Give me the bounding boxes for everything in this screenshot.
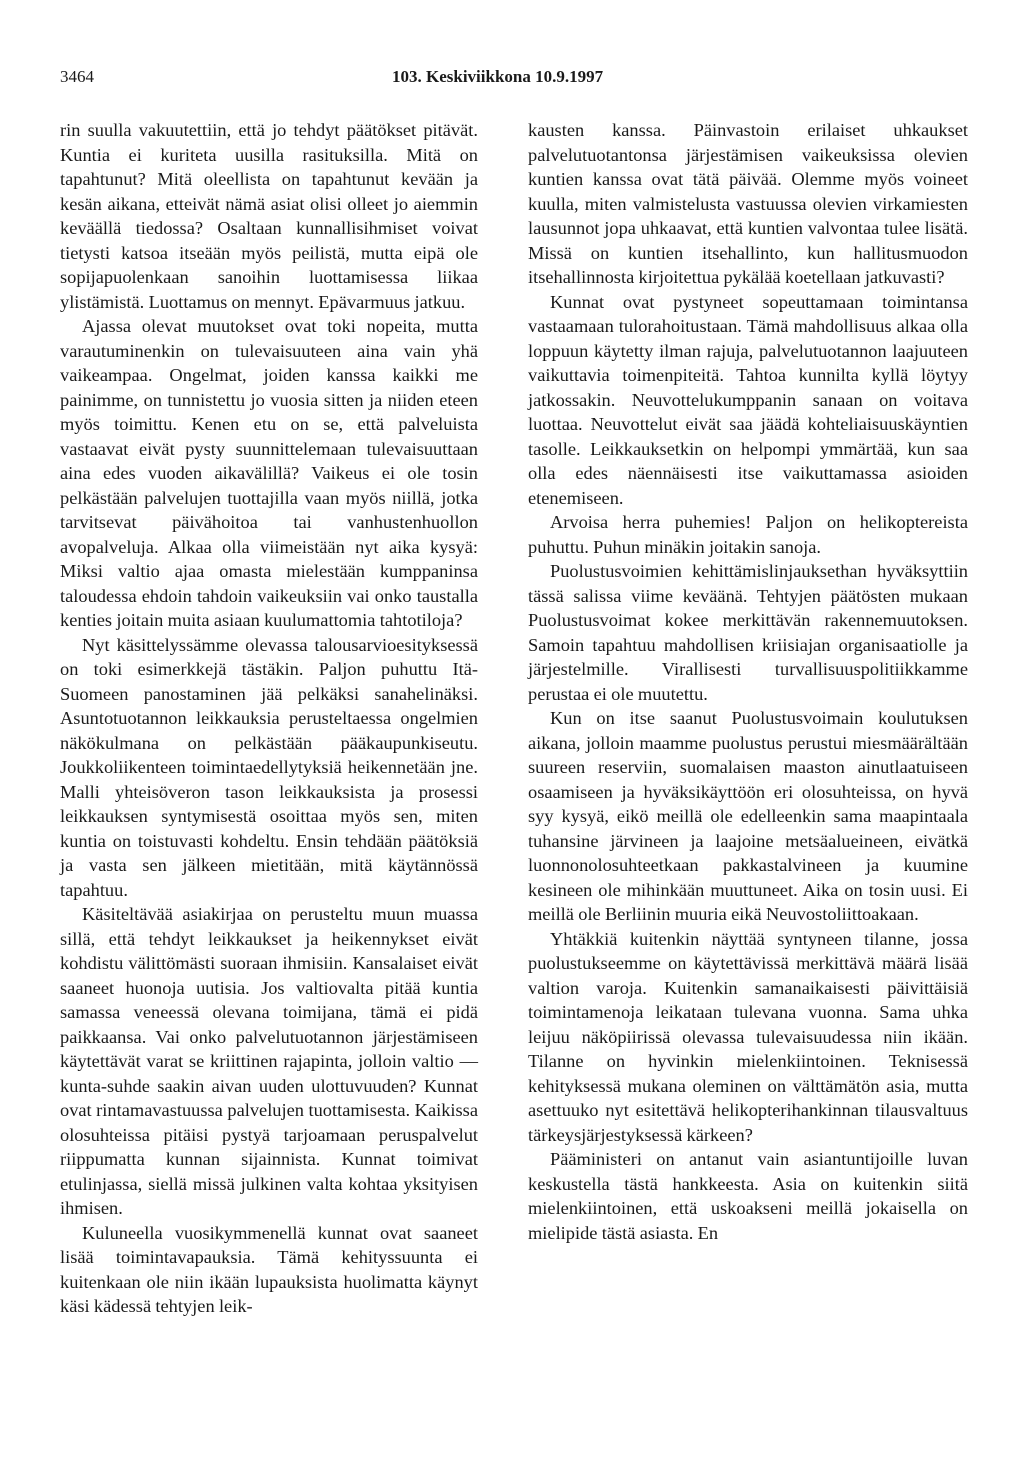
paragraph: Kuluneella vuosikymmenellä kunnat ovat saaneet lisää toimintavapauksia. Tämä kehityssuunta ei kuitenkaan ole niin ikään lupauksista huolimatta käynyt käsi kädessä tehtyjen leik-	[60, 1222, 478, 1316]
paragraph: Nyt käsittelyssämme olevassa talousarvioesityksessä on toki esimerkkejä tästäkin. Paljon puhuttu Itä-Suomeen panostaminen jää pelkäksi sanahelinäksi. Asuntotuotannon leikkauksia perusteltaessa ongelmien näkökulmana on pelkästään pääkaupunkiseutu. Joukkoliikenteen toimintaedellytyksiä heikennetään jne. Malli yhteisöveron tason leikkauksista ja prosessi leikkauksen syntymisestä osoittaa myös sen, miten kuntia on toistuvasti kohdeltu. Ensin tehdään päätöksiä ja vasta sen jälkeen mietitään, mitä käytännössä tapahtuu.	[60, 634, 478, 900]
paragraph: kausten kanssa. Päinvastoin erilaiset uhkaukset palvelutuotantonsa järjestämisen vaikeuksissa olevien kuntien kanssa ovat tätä päivää. Olemme myös voineet kuulla, miten valmistelusta vastuussa olevien virkamiesten lausunnot jopa uhkaavat, että kuntien valvontaa tulee lisätä. Missä on kuntien itsehallinto, kun hallitusmuodon itsehallinnosta kirjoitettua pykälää koetellaan jatkuvasti?	[528, 120, 968, 287]
right-text-column	[528, 118, 968, 1245]
paragraph: Pääministeri on antanut vain asiantuntijoille luvan keskustella tästä hankkeesta. Asia on kuitenkin siitä mielenkiintoinen, että uskoakseni meillä jokaisella on mielipide tästä asiasta. En	[528, 1149, 968, 1243]
paragraph: rin suulla vakuutettiin, että jo tehdyt päätökset pitävät. Kuntia ei kuriteta uusilla rasituksilla. Mitä on tapahtunut? Mitä oleellista on tapahtunut kevään ja kesän aikana, etteivät nämä asiat olisi olleet jo aiemmin keväällä tiedossa? Osaltaan kunnallisihmiset voivat tietysti katsoa itseään myös peilistä, mutta eipä ole sopijapuolenkaan sanoihin luottamisessa liikaa ylistämistä. Luottamus on mennyt. Epävarmuus jatkuu.	[60, 120, 478, 312]
paragraph: Kun on itse saanut Puolustusvoimain koulutuksen aikana, jolloin maamme puolustus perustui miesmäärältään suureen reserviin, suomalaisen maaston ainutlaatuiseen osaamiseen ja hyväksikäyttöön eri olosuhteissa, on hyvä syy kysyä, eikö meillä ole edelleenkin sama maapintaala tuhansine järvineen ja laajoine metsäalueineen, eivätkä luonnonolosuhteetkaan pakkastalvineen ja kuumine kesineen ole mihinkään muuttuneet. Aika on tosin uusi. Ei meillä ole Berliinin muuria eikä Neuvostoliittoakaan.	[528, 708, 968, 924]
paragraph: Yhtäkkiä kuitenkin näyttää syntyneen tilanne, jossa puolustukseemme on käytettävissä merkittävä määrä lisää valtion varoja. Kuitenkin samanaikaisesti päivittäisiä toimintamenoja leikataan tulevana vuonna. Sama uhka leijuu näköpiirissä olevassa tulevaisuudessa niin ikään. Tilanne on hyvinkin mielenkiintoinen. Teknisessä kehityksessä mukana oleminen on välttämätön asia, mutta asettuuko nyt esitettävä helikopterihankinnan tilausvaltuus tärkeysjärjestyksessä kärkeen?	[528, 928, 968, 1145]
left-text-column	[60, 118, 478, 1319]
session-date-heading: 103. Keskiviikkona 10.9.1997	[392, 67, 604, 86]
page-header	[60, 66, 970, 90]
paragraph: Puolustusvoimien kehittämislinjauksethan hyväksyttiin tässä salissa viime keväänä. Tehtyjen päätösten mukaan Puolustusvoimat kokee merkittävän rakennemuutoksen. Samoin tapahtuu mahdollisen kriisiajan organisaatiolle ja järjestelmille. Virallisesti turvallisuuspolitiikkamme perustaa ei ole muutettu.	[528, 561, 968, 704]
paragraph: Kunnat ovat pystyneet sopeuttamaan toimintansa vastaamaan tulorahoitustaan. Tämä mahdollisuus alkaa olla loppuun käytetty ilman rajuja, palvelutuotannon laajuuteen vaikuttavia toimenpiteitä. Tahtoa kunnilta kyllä löytyy jatkossakin. Neuvottelukumppanin sanaan on voitava luottaa. Neuvottelut eivät saa jäädä kohteliaisuuskäyntien tasolle. Leikkauksetkin on helpompi ymmärtää, kun saa olla edes näennäisesti itse vaikuttamassa asioiden etenemiseen.	[528, 291, 968, 508]
paragraph: Ajassa olevat muutokset ovat toki nopeita, mutta varautuminenkin on tulevaisuuteen aina vain yhä vaikeampaa. Ongelmat, joiden kanssa kaikki me painimme, on tunnistettu jo vuosia sitten ja niiden eteen myös toimittu. Kenen etu on se, että palveluista vastaavat eivät pysty suunnittelemaan tulevaisuuttaan aina edes vuoden aikavälillä? Vaikeus ei ole tosin pelkästään palvelujen tuottajilla vaan myös niillä, jotka tarvitsevat päivähoitoa tai vanhustenhuollon avopalveluja. Alkaa olla viimeistään nyt aika kysyä: Miksi valtio ajaa omasta mielestään kumppaninsa taloudessa ehdoin tahdoin vaikeuksiin vai onko taustalla kenties joitain muita asiaan kuulumattomia tahtotiloja?	[60, 316, 478, 630]
paragraph: Arvoisa herra puhemies! Paljon on helikoptereista puhuttu. Puhun minäkin joitakin sanoja.	[528, 512, 968, 557]
paragraph: Käsiteltävää asiakirjaa on perusteltu muun muassa sillä, että tehdyt leikkaukset ja heikennykset eivät kohdistu välittömästi suoraan ihmisiin. Kansalaiset eivät saaneet huonoja uutisia. Jos valtiovalta pitää kuntia samassa veneessä olevana toimijana, tämä ei pidä paikkaansa. Vai onko palvelutuotannon järjestämiseen käytettävät varat se kriittinen rajapinta, jolloin valtio — kunta-suhde saakin aivan uuden ulottuvuuden? Kunnat ovat rintamavastuussa palvelujen tuottamisesta. Kaikissa olosuhteissa pitäisi pystyä tarjoamaan peruspalvelut riippumatta kunnan sijainnista. Kunnat toimivat etulinjassa, siellä missä julkinen valta kohtaa yksityisen ihmisen.	[60, 904, 478, 1218]
page-number: 3464	[60, 67, 94, 86]
